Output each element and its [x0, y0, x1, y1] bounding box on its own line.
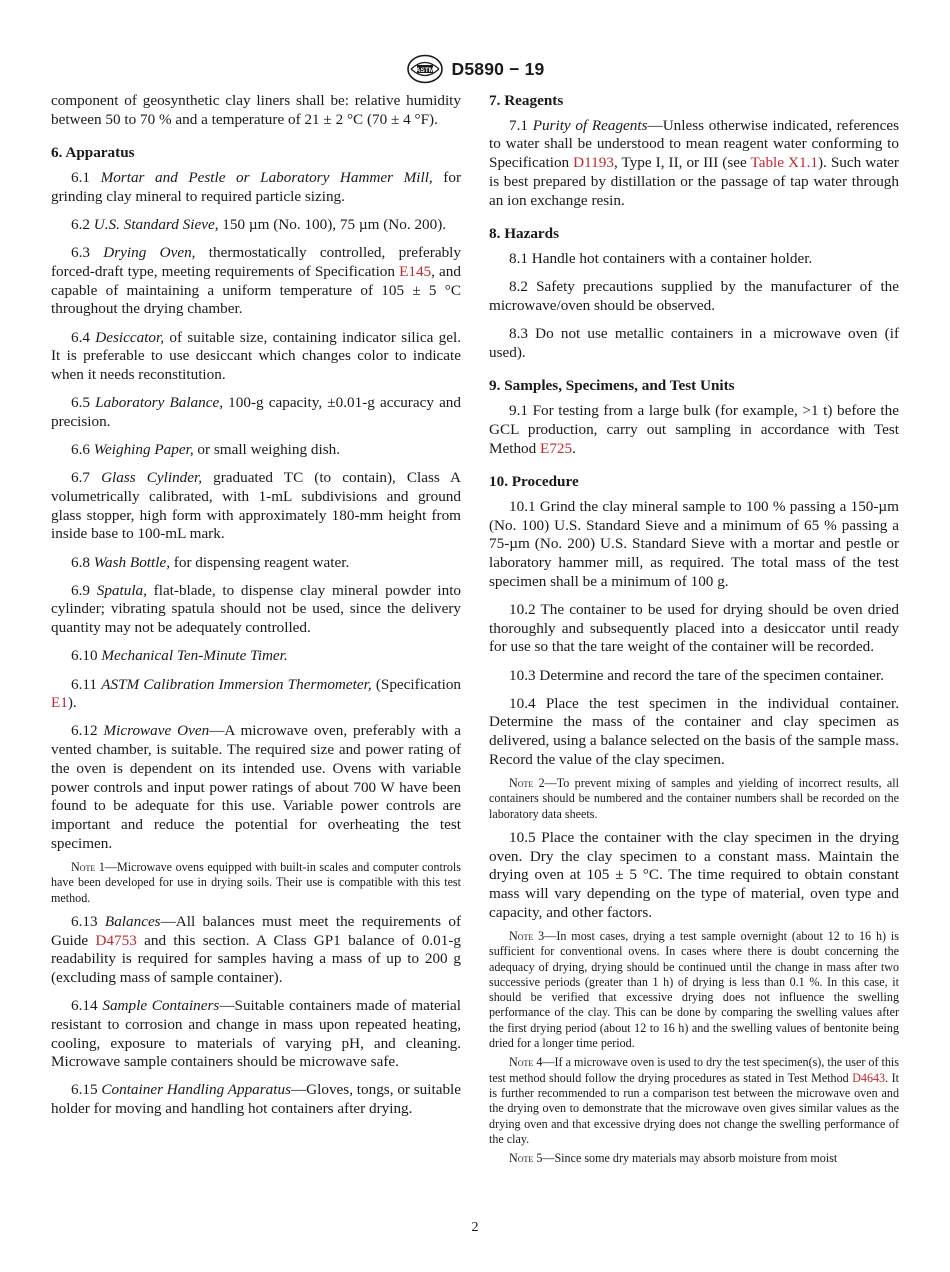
paragraph-10-2: 10.2 The container to be used for drying should be oven dried thoroughly and subsequently placed into a desiccator until ready for use so that the tare weight of the container will be recorded.: [489, 600, 899, 656]
section-7-title: 7. Reagents: [489, 92, 564, 109]
paragraph-10-4: 10.4 Place the test specimen in the individual container. Determine the mass of the container and clay specimen as delivered, using a balance selected on the basis of the sample mass. Record the value of the clay specimen.: [489, 694, 899, 768]
link-d4753[interactable]: D4753: [95, 931, 137, 949]
right-column: [489, 92, 899, 1173]
paragraph-6-11: 6.11 ASTM Calibration Immersion Thermometer, (Specification E1).: [51, 675, 462, 712]
paragraph-8-1: 8.1 Handle hot containers with a container holder.: [509, 249, 813, 267]
paragraph-7-1: 7.1 Purity of Reagents—Unless otherwise indicated, references to water shall be understood to mean reagent water conforming to Specification D1193, Type I, II, or III (see Table X1.1). Such water is best prepared by distillation or the passage of tap water through an ion exchange resin.: [489, 116, 900, 209]
paragraph-6-1: 6.1 Mortar and Pestle or Laboratory Hammer Mill, for grinding clay mineral to required particle sizing.: [51, 169, 461, 205]
section-6-title: 6. Apparatus: [51, 144, 135, 162]
link-e1[interactable]: E1: [51, 694, 68, 712]
paragraph-6-9: 6.9 Spatula, flat-blade, to dispense clay mineral powder into cylinder; vibrating spatula should not be used, since the delivery quantity may not be adequately controlled.: [51, 581, 462, 637]
paragraph-6-7: 6.7 Glass Cylinder, graduated TC (to contain), Class A volumetrically calibrated, with 1-mL subdivisions and ground glass stopper, high form with approximately 180-mm height from inside base to 100-mL mark.: [51, 469, 461, 543]
paragraph-6-3: 6.3 Drying Oven, thermostatically controlled, preferably forced-draft type, meeting requirements of Specification E145, and capable of maintaining a uniform temperature of 105 ± 5 °C throughout the drying chamber.: [51, 244, 461, 318]
note-4: Note 4—If a microwave oven is used to dry the test specimen(s), the user of this test method should follow the drying procedures as stated in Test Method D4643. It is further recommended to run a comparison test between the microwave oven and the drying oven to demonstrate that the microwave oven gives similar values as the drying oven and that excessive drying does not change the swelling performance of the clay.: [489, 1055, 900, 1146]
paragraph-8-3: 8.3 Do not use metallic containers in a microwave oven (if used).: [489, 325, 899, 361]
paragraph-10-3: 10.3 Determine and record the tare of the specimen container.: [509, 666, 884, 684]
paragraph-10-1: 10.1 Grind the clay mineral sample to 100 % passing a 150-µm (No. 100) U.S. Standard Sieve and a minimum of 65 % passing a 75-µm (No. 200) U.S. Standard Sieve with a mortar and pestle or laboratory hammer mill, as required. The total mass of the test specimen shall be a minimum of 100 g.: [489, 497, 899, 590]
paragraph-6-6: 6.6 Weighing Paper, or small weighing dish.: [71, 441, 341, 459]
svg-text:ASTM: ASTM: [415, 66, 434, 74]
intro-paragraph: component of geosynthetic clay liners shall be: relative humidity between 50 to 70 % and a temperature of 21 ± 2 °C (70 ± 4 °F).: [51, 92, 461, 128]
document-designation: D5890 − 19: [451, 58, 545, 79]
section-8-title: 8. Hazards: [489, 225, 560, 243]
link-e725[interactable]: E725: [540, 439, 573, 457]
paragraph-6-4: 6.4 Desiccator, of suitable size, containing indicator silica gel. It is preferable to use desiccant which changes color to indicate when it needs reconstitution.: [51, 328, 461, 383]
paragraph-6-10: 6.10 Mechanical Ten-Minute Timer.: [71, 647, 288, 665]
paragraph-6-8: 6.8 Wash Bottle, for dispensing reagent water.: [71, 553, 350, 571]
paragraph-6-5: 6.5 Laboratory Balance, 100-g capacity, ±0.01-g accuracy and precision.: [51, 394, 461, 430]
section-9-title: 9. Samples, Specimens, and Test Units: [489, 377, 735, 395]
paragraph-9-1: 9.1 For testing from a large bulk (for example, >1 t) before the GCL production, carry out sampling in accordance with Test Method E725.: [489, 402, 899, 457]
paragraph-6-12: 6.12 Microwave Oven—A microwave oven, preferably with a vented chamber, is suitable. The required size and power rating of the oven is dependent on its intended use. Ovens with variable power controls and input power ratings of about 700 W have been found to be adequate for this use. Variable power controls are important and reduce the potential for overheating the test specimen.: [51, 722, 462, 852]
paragraph-6-15: 6.15 Container Handling Apparatus—Gloves, tongs, or suitable holder for moving and handling hot containers after drying.: [51, 1081, 462, 1118]
note-5: Note 5—Since some dry materials may absorb moisture from moist: [509, 1151, 838, 1166]
page-number: 2: [471, 1220, 479, 1235]
paragraph-6-2: 6.2 U.S. Standard Sieve, 150 µm (No. 100), 75 µm (No. 200).: [71, 216, 447, 234]
paragraph-6-13: 6.13 Balances—All balances must meet the requirements of Guide D4753 and this section. A Class GP1 balance of 0.01-g readability is required for samples having a mass of up to 200 g (excluding mass of sample container).: [51, 912, 462, 986]
page-header: [0, 52, 950, 86]
left-column: [51, 92, 461, 1128]
link-e145[interactable]: E145: [399, 262, 432, 280]
note-3: Note 3—In most cases, drying a test sample overnight (about 12 to 16 h) is sufficient for conventional ovens. In cases where there is doubt concerning the adequacy of drying, drying should be continued until the change in mass after two successive periods (greater than 1 h) of drying is less than 0.1 %. In this case, it should be verified that excessive drying does not influence the swelling performance of the clay. This can be done by comparing the swelling values after the first drying period (about 12 to 16 h) and the swelling values of bentonite being dried for a longer time period.: [489, 929, 899, 1051]
link-d4643[interactable]: D4643: [852, 1070, 886, 1085]
note-2: Note 2—To prevent mixing of samples and yielding of incorrect results, all containers should be numbered and the container numbers shall be recorded on the laboratory data sheets.: [489, 776, 899, 821]
section-10-title: 10. Procedure: [489, 473, 579, 491]
paragraph-6-14: 6.14 Sample Containers—Suitable containers made of material resistant to corrosion and change in mass upon repeated heating, cooling, exposure to materials of varying pH, and cleaning. Microwave sample containers should be microwave safe.: [51, 997, 462, 1071]
paragraph-10-5: 10.5 Place the container with the clay specimen in the drying oven. Dry the clay specimen to a constant mass. Maintain the drying oven at 105 ± 5 °C. The time required to obtain constant mass will vary depending on the type of material, oven type and capacity, and other factors.: [489, 828, 899, 921]
link-table-x1-1[interactable]: Table X1.1: [750, 154, 818, 172]
astm-logo-icon: [406, 54, 444, 84]
link-d1193[interactable]: D1193: [573, 154, 614, 172]
note-1: Note 1—Microwave ovens equipped with built-in scales and computer controls have been developed for use in drying soils. Their use is compatible with this test method.: [51, 859, 461, 905]
paragraph-8-2: 8.2 Safety precautions supplied by the manufacturer of the microwave/oven should be observed.: [489, 278, 899, 314]
